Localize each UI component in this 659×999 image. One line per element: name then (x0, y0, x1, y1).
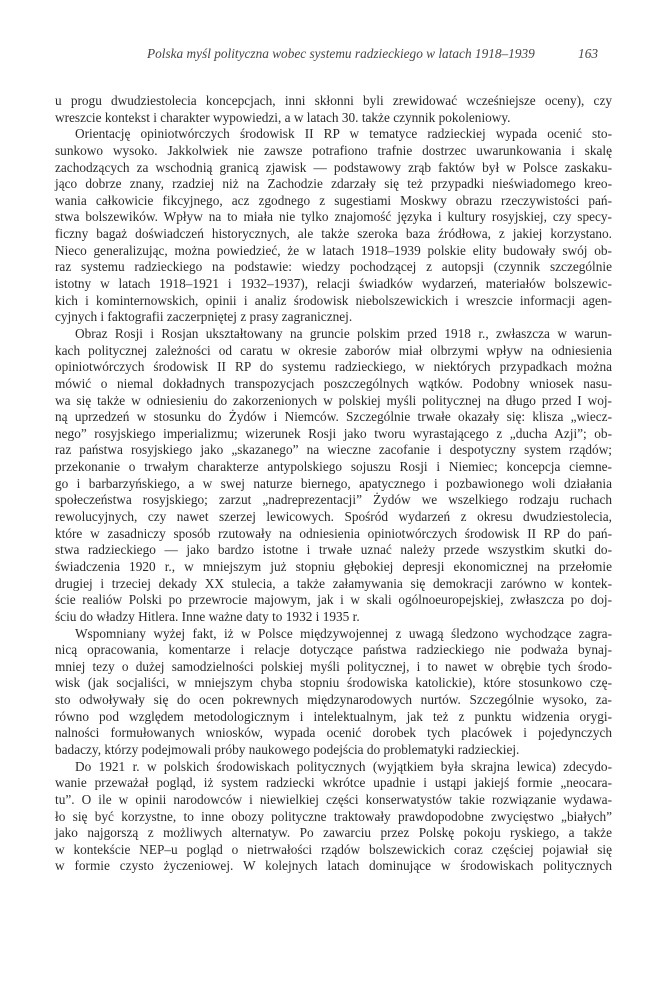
text-line: u progu dwudziestolecia koncepcjach, inni skłonni byli zrewidować wcześniejsze oceny), czy (55, 93, 612, 108)
text-line: mówić o niemal dokładnych transpozycjach poszczególnych wątków. Podobny wniosek nasu- (55, 375, 612, 391)
text-line: wreszcie kontekst i charakter wypowiedzi, a w latach 30. także czynnik pokoleniowy. (55, 109, 511, 125)
text-line: nego” rosyjskiego imperializmu; wizerunek Rosji jako tworu wyrastającego z „ducha Azji”; ob- (55, 425, 612, 441)
paragraph (55, 759, 612, 875)
text-line: jąco dobrze znany, rzadziej niż na Zachodzie zdarzały się też przypadki nieświadomego kreo- (55, 176, 612, 192)
text-line: Wspomniany wyżej fakt, iż w Polsce międzywojennej z uwagą śledzono wychodzące zagra- (75, 625, 612, 641)
text-line: jako najgorszą z możliwych alternatyw. Po zawarciu przez Polskę pokoju ryskiego, a także (55, 825, 612, 841)
paragraph (55, 626, 612, 759)
text-line: drugiej i trzeciej dekady XX stulecia, a także załamywania się demokracji zarówno w kontek- (55, 575, 612, 591)
paragraph (55, 93, 612, 126)
text-line: wisk (jak socjaliści, w mniejszym chyba stopniu środowiska katolickie), które stosunkowo czę- (55, 675, 612, 691)
text-line: wanie przeważał pogląd, iż system radziecki wkrótce upadnie i ustąpi jakiejś formie „neocara- (55, 775, 612, 791)
text-line: opiniotwórczych środowisk II RP do systemu radzieckiego, w niektórych przypadkach można (55, 359, 612, 375)
text-line: Do 1921 r. w polskich środowiskach politycznych (wyjątkiem była skrajna lewica) zdecydo- (75, 758, 612, 774)
text-line: ście realiów Polski po przewrocie majowym, jak i w skali ogólnoeuropejskiej, zwłaszcza po doj- (55, 592, 612, 608)
text-line: sto odwoływały się do ocen pokrewnych międzynarodowych nurtów. Szczególnie wysoko, za- (55, 692, 612, 708)
text-line: kich i kominternowskich, opinii i analiz środowisk niebolszewickich i wreszcie informacji agen- (55, 292, 612, 308)
text-line: stwa bolszewików. Wpływ na to miała nie tylko znajomość języka i kultury rosyjskiej, czy specy- (55, 209, 612, 225)
text-line: przekonanie o trwałym charakterze antypolskiego sojuszu Rosji i Niemiec; koncepcja ciemne- (55, 459, 612, 475)
text-line: które w zasadniczy sposób rzutowały na odniesienia opiniotwórczych środowisk II RP do pań- (55, 525, 612, 541)
text-line: raz systemu radzieckiego na podstawie: wiedzy pochodzącej z autopsji (czynnik szczególnie (55, 259, 612, 275)
text-line: świadczenia 1920 r., w mniejszym już stopniu głębokiej depresji ekonomicznej na przełomie (55, 558, 612, 574)
text-line: ło się być korzystne, to inne obozy polityczne traktowały prawdopodobne zwycięstwo „białych” (55, 808, 612, 824)
paragraph (55, 326, 612, 626)
text-line: nalności formułowanych wniosków, wypada ocenić dorobek tych placówek i pojedynczych (55, 725, 612, 741)
text-line: ściu do władzy Hitlera. Inne ważne daty to 1932 i 1935 r. (55, 608, 360, 624)
text-line: istotny w latach 1918–1921 i 1932–1937), relacji świadków wydarzeń, materiałów bolszewic- (55, 276, 612, 292)
text-line: kach politycznej zależności od caratu w okresie zaborów miał olbrzymi wpływ na odniesienia (55, 342, 612, 358)
text-line: ficzny bagaż doświadczeń historycznych, ale także szeroka baza źródłowa, z jakiej korzystano. (55, 226, 612, 242)
text-line: tu”. O ile w opinii narodowców i niewielkiej części konserwatystów takie rozwiązanie wydawa- (55, 791, 612, 807)
text-line: go i barbarzyńskiego, a w swej naturze biernego, apatycznego i pozbawionego woli działania (55, 475, 612, 491)
running-title: Polska myśl polityczna wobec systemu radzieckiego w latach 1918–1939 (147, 46, 535, 61)
text-line: rewolucyjnych, czy nawet szerzej lewicowych. Spośród wydarzeń z okresu dwudziestolecia, (55, 509, 612, 525)
text-line: mniej tezy o dużej samodzielności polskiej myśli politycznej, i to nawet w obrębie tych środo- (55, 658, 612, 674)
text-line: badaczy, którzy podejmowali próby naukowego podejścia do problematyki radzieckiej. (55, 741, 520, 757)
text-line: sunkowo wysoko. Jakkolwiek nie zawsze potrafiono trafnie dostrzec uwarunkowania i skalę (55, 142, 612, 158)
text-line: w kontekście NEP–u pogląd o nietrwałości rządów bolszewickich coraz częściej pojawiał się (55, 841, 612, 857)
text-line: Obraz Rosji i Rosjan ukształtowany na gruncie polskim przed 1918 r., zwłaszcza w warun- (75, 325, 612, 341)
running-header (55, 46, 612, 64)
text-line: w formie czysto życzeniowej. W kolejnych latach dominujące w środowiskach politycznych (55, 858, 612, 874)
text-line: stwa radzieckiego — jako bardzo istotne i trwałe uznać należy przede wszystkim skutki do- (55, 542, 612, 558)
page-number: 163 (578, 46, 598, 61)
body-text (55, 93, 612, 875)
text-line: wa się także w odniesieniu do zakorzenionych w polskiej myśli politycznej na długo przed I woj- (55, 392, 612, 408)
text-line: zachodzących za wschodnią granicą zjawisk — podstawowy zrąb faktów był w Polsce zaskaku- (55, 159, 612, 175)
text-line: społeczeństwa rosyjskiego; zarzut „nadreprezentacji” Żydów we wszelkiego rodzaju ruchach (55, 492, 612, 508)
text-line: ną uprzedzeń w stosunku do Żydów i Niemców. Szczególnie trwałe okazały się: klisza „wiecz- (55, 409, 612, 425)
text-line: cyjnych i faktografii zaczerpniętej z prasy zagranicznej. (55, 309, 353, 325)
text-line: raz państwa rosyjskiego jako „skazanego” na wieczne zacofanie i despotyczny system rządów; (55, 442, 612, 458)
text-line: wania całkowicie fikcyjnego, acz zgodnego z sugestiami Moskwy obrazu rzeczywistości pań- (55, 192, 612, 208)
paragraph (55, 126, 612, 326)
text-line: równo pod względem metodologicznym i intelektualnym, jak też z punktu widzenia orygi- (55, 708, 612, 724)
text-line: Nieco generalizując, można powiedzieć, że w latach 1918–1939 polskie elity budowały swój ob- (55, 242, 612, 258)
text-line: nicą opracowania, komentarze i relacje dotyczące państwa radzieckiego nie podważa bynaj- (55, 642, 612, 658)
text-line: Orientację opiniotwórczych środowisk II RP w tematyce radzieckiej wypada ocenić sto- (75, 126, 612, 142)
